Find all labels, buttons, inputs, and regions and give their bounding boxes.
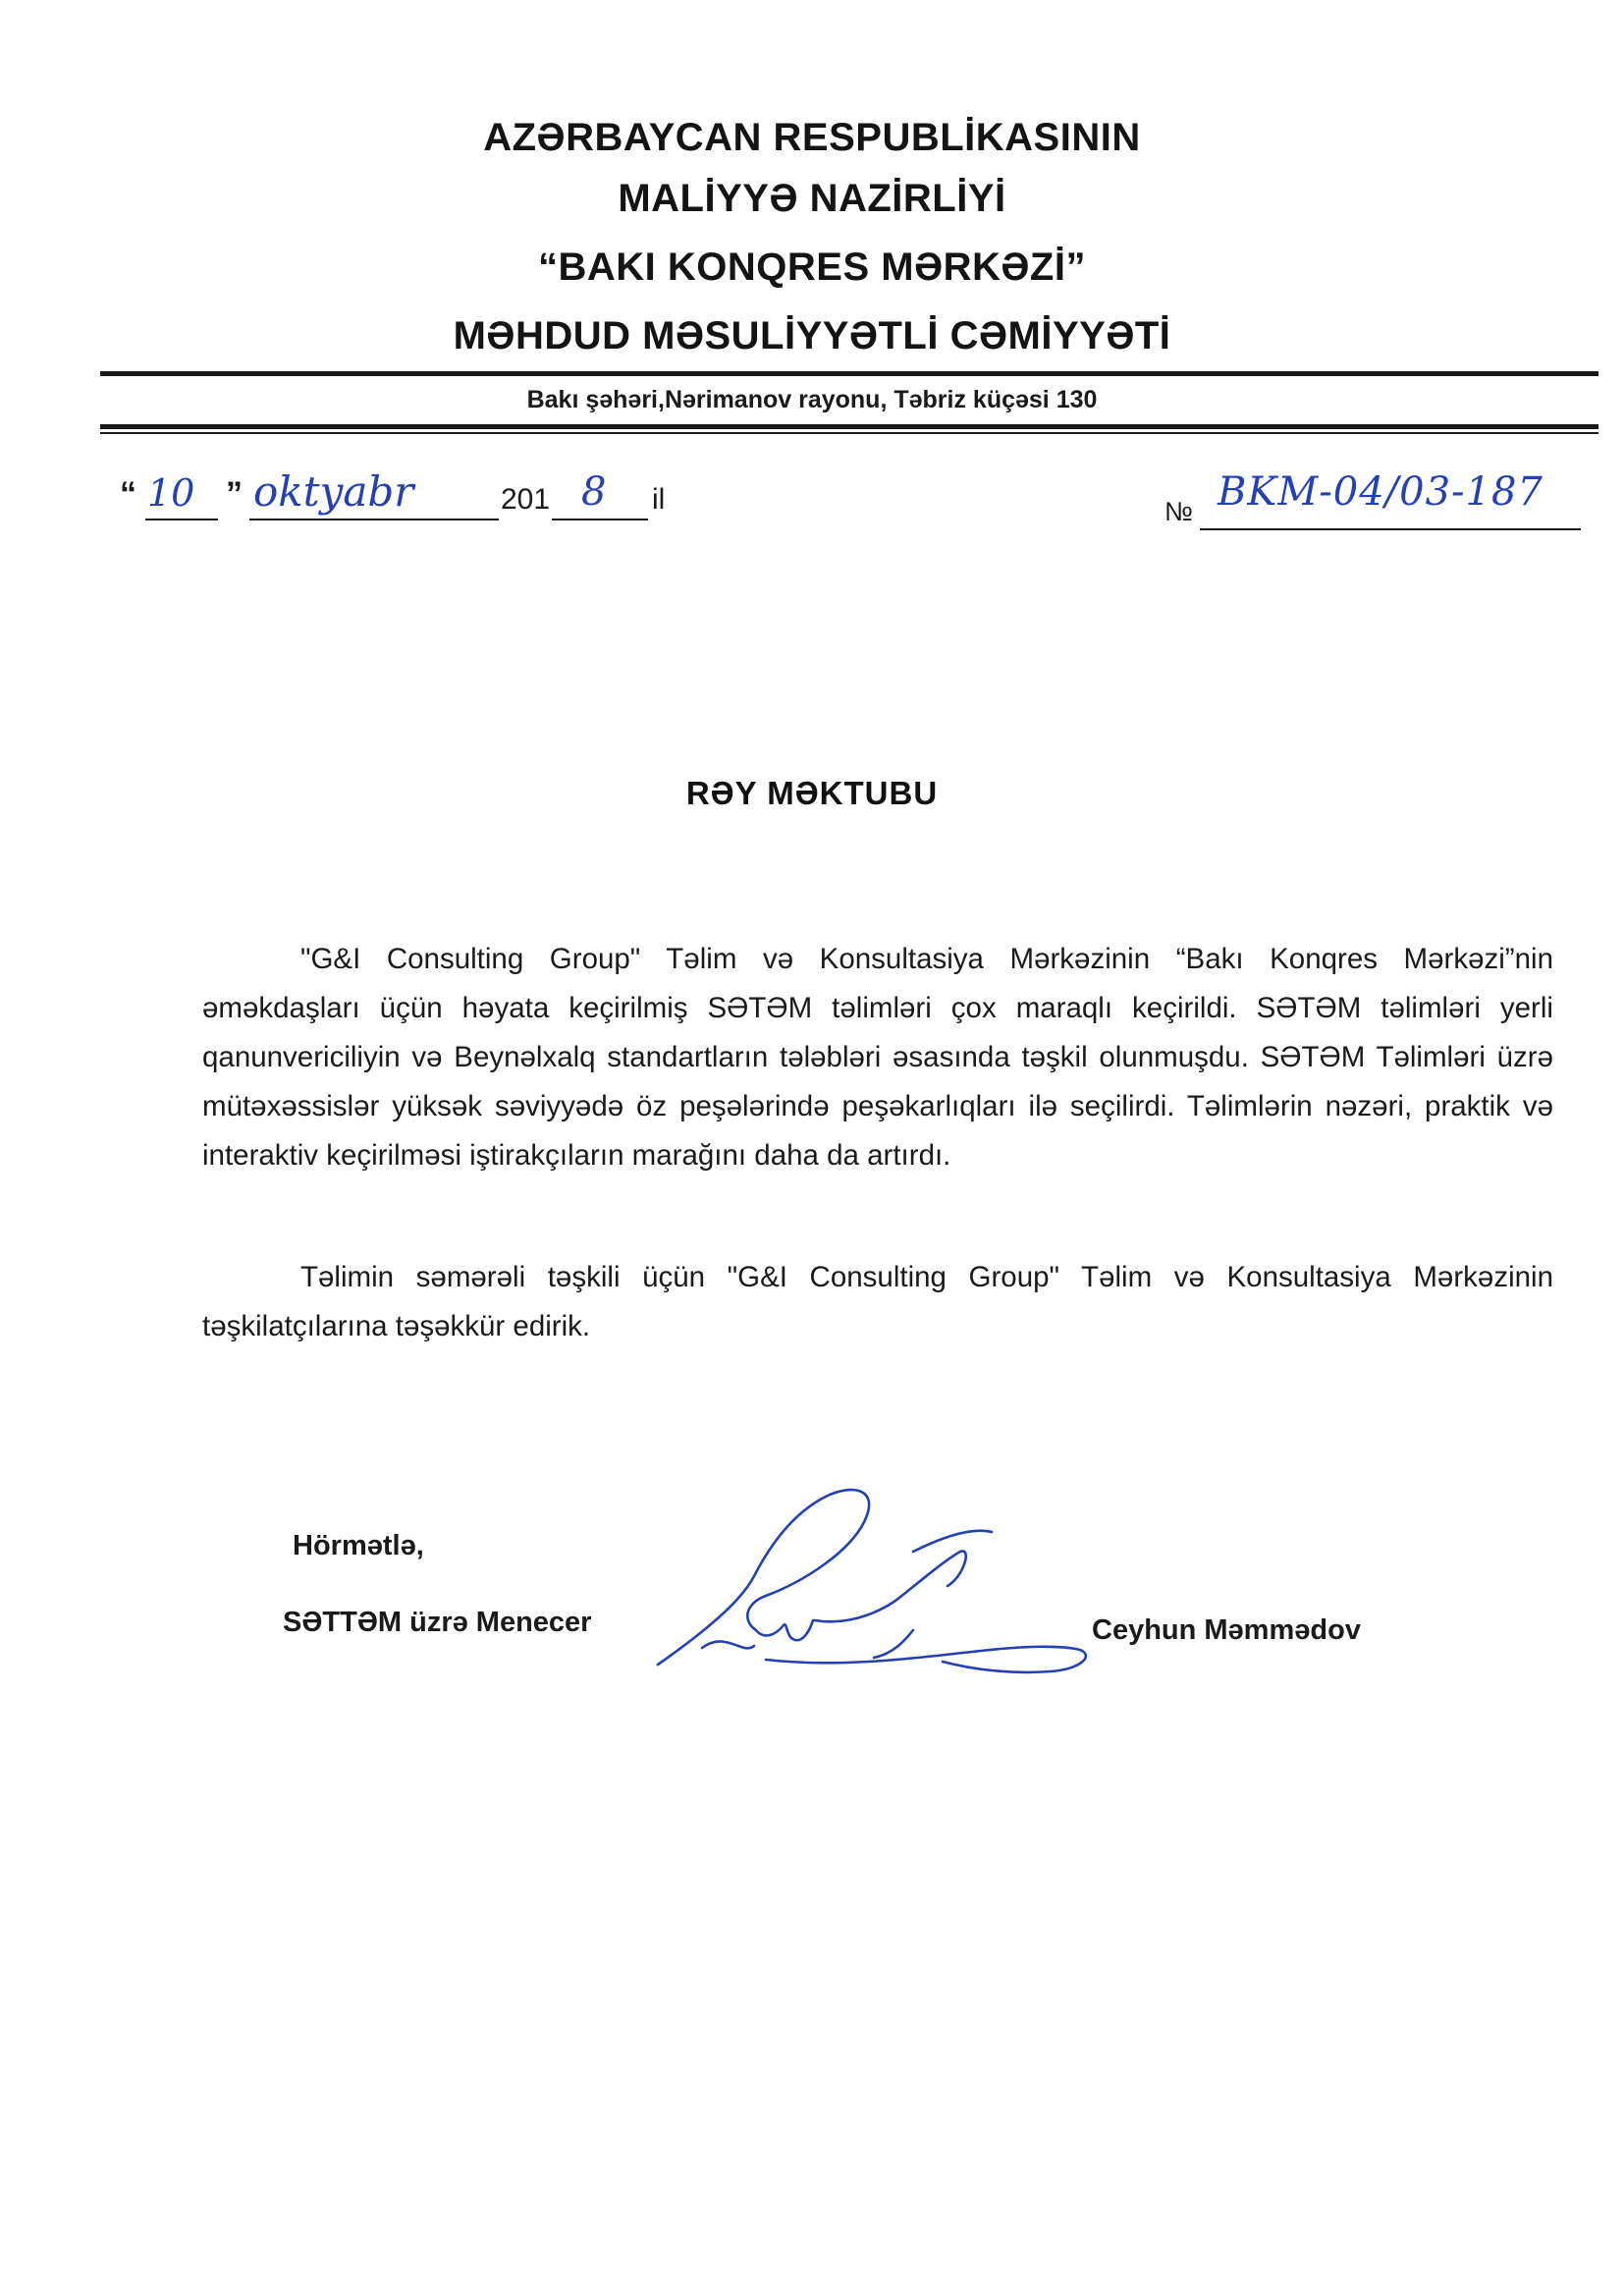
header-line-3: “BAKI KONQRES MƏRKƏZİ”	[538, 246, 1086, 289]
date-open-quote: “	[120, 475, 136, 513]
handwritten-reference-number: BKM-04/03-187	[1218, 469, 1543, 515]
header-address: Bakı şəhəri,Nərimanov rayonu, Təbriz küçəsi 130	[526, 386, 1098, 413]
header-line-1: AZƏRBAYCAN RESPUBLİKASININ	[483, 116, 1141, 159]
year-word: il	[652, 483, 666, 516]
year-blank	[552, 519, 648, 520]
handwritten-signature	[648, 1483, 1100, 1709]
month-blank	[249, 519, 499, 520]
number-blank	[1200, 528, 1581, 530]
header-line-4: MƏHDUD MƏSULİYYƏTLİ CƏMİYYƏTİ	[453, 314, 1171, 357]
body-paragraph-1: "G&I Consulting Group" Təlim və Konsultasiya Mərkəzinin “Bakı Konqres Mərkəzi”nin əməkdaşları üçün həyata keçirilmiş SƏTƏM təlimləri çox maraqlı keçirildi. SƏTƏM təlimləri yerli qanunvericiliyin və Beynəlxalq standartların tələbləri əsasında təşkil olunmuşdu. SƏTƏM Təlimləri üzrə mütəxəssislər yüksək səviyyədə öz peşələrində peşəkarlıqları ilə seçilirdi. Təlimlərin nəzəri, praktik və interaktiv keçirilməsi iştirakçıların marağını daha da artırdı.	[202, 943, 1553, 1172]
year-prefix: 201	[501, 483, 551, 516]
number-label: №	[1164, 497, 1193, 526]
signatory-name: Ceyhun Məmmədov	[1092, 1614, 1361, 1646]
signatory-position: SƏTTƏM üzrə Menecer	[283, 1607, 592, 1638]
letter-title: RƏY MƏKTUBU	[685, 775, 939, 811]
day-blank	[145, 519, 218, 520]
header-line-2: MALİYYƏ NAZİRLİYİ	[618, 177, 1006, 220]
header-rule-top	[100, 371, 1598, 376]
handwritten-month: oktyabr	[253, 467, 414, 516]
closing: Hörmətlə,	[293, 1530, 424, 1561]
header-rule-thin	[100, 432, 1598, 434]
date-close-quote: ”	[226, 475, 243, 513]
header-rule-bottom	[100, 424, 1598, 429]
date-line	[0, 467, 1624, 536]
handwritten-year-digit: 8	[581, 469, 607, 515]
handwritten-day: 10	[147, 471, 195, 515]
body-paragraph-2: Təlimin səmərəli təşkili üçün "G&I Consulting Group" Təlim və Konsultasiya Mərkəzinin təşkilatçılarına təşəkkür edirik.	[202, 1261, 1553, 1342]
